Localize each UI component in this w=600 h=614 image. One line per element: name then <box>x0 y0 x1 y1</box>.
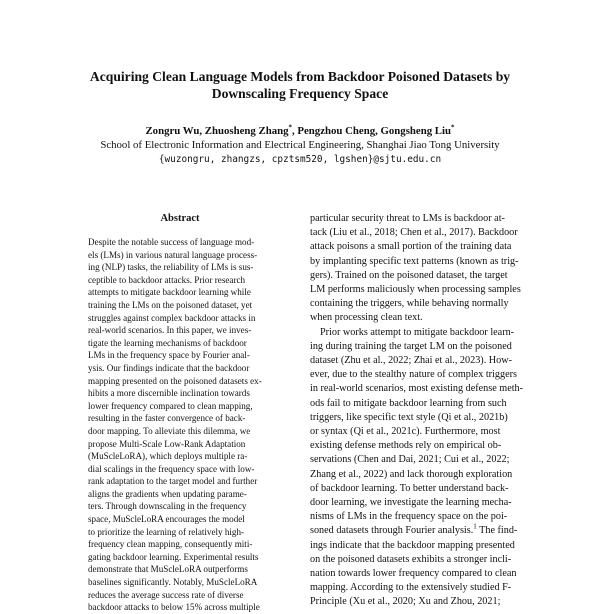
abstract-heading: Abstract <box>160 213 200 224</box>
body-line: on the poisoned datasets exhibits a stronger incli- <box>310 553 512 565</box>
body-line: particular security threat to LMs is backdoor at- <box>310 213 505 224</box>
body-line: Prior works attempt to mitigate backdoor learn- <box>320 326 515 338</box>
body-line: dataset (Zhu et al., 2022; Zhai et al., 2023). How- <box>310 355 512 367</box>
abstract-line: dial scalings in the frequency space with low- <box>88 463 255 474</box>
abstract-line: training the LMs on the poisoned dataset, yet <box>88 299 253 310</box>
body-line: Principle (Xu et al., 2020; Xu and Zhou, 2021; <box>310 596 501 608</box>
abstract-line: hibits a more discernible inclination towards <box>88 388 250 399</box>
abstract-line: resulting in the faster convergence of back- <box>88 413 246 424</box>
author-names: Zongru Wu, Zhuosheng Zhang <box>145 125 289 137</box>
body-line: of backdoor learning. To better understand back- <box>310 482 509 494</box>
body-line: LM performs maliciously when processing samples <box>310 284 521 296</box>
abstract-line: tigate the learning mechanisms of backdoor <box>88 337 247 348</box>
affiliation: School of Electronic Information and Electrical Engineering, Shanghai Jiao Tong University <box>100 139 500 151</box>
abstract-line: (MuScleLoRA), which deploys multiple ra- <box>88 451 248 462</box>
author-list <box>40 124 560 138</box>
abstract-line: mapping presented on the poisoned datasets ex- <box>88 375 262 386</box>
abstract-line: gating backdoor learning. Experimental results <box>88 551 259 562</box>
abstract-line: Despite the notable success of language mod- <box>88 237 255 247</box>
title-line-1: Acquiring Clean Language Models from Backdoor Poisoned Datasets by <box>89 69 511 84</box>
body-line: servations (Chen and Dai, 2021; Cui et al., 2022; <box>310 454 510 466</box>
body-line <box>310 524 530 538</box>
body-line: in real-world scenarios, most existing defense meth- <box>310 383 524 395</box>
author-emails: {wuzongru, zhangzs, cpztsm520, lgshen}@sjtu.edu.cn <box>158 154 442 165</box>
abstract-line: propose Multi-Scale Low-Rank Adaptation <box>88 438 246 449</box>
abstract-line: demonstrate that MuScleLoRA outperforms <box>88 564 248 575</box>
abstract-line: reduces the average success rate of diverse <box>88 589 244 600</box>
abstract-line: door mapping. To alleviate this dilemma, we <box>88 425 251 436</box>
body-text: soned datasets through Fourier analysis. <box>310 525 474 537</box>
abstract-line: LMs in the frequency space by Fourier anal- <box>88 350 250 361</box>
body-line: door learning, we investigate the learning mecha- <box>310 497 512 509</box>
abstract-line: baselines significantly. Notably, MuScleLoRA <box>88 577 258 588</box>
abstract-line: ysis. Our findings indicate that the backdoor <box>88 362 250 373</box>
abstract-line: struggles against complex backdoor attacks in <box>88 312 256 323</box>
body-line: triggers, like specific text style (Qi et al., 2021b) <box>310 411 508 423</box>
abstract-line: to prioritize the learning of relatively high- <box>88 526 245 537</box>
abstract-line: aligns the gradients when updating parame- <box>88 488 247 499</box>
abstract-line: frequency clean mapping, consequently miti- <box>88 539 253 550</box>
abstract-line: ceptible to backdoor attacks. Prior research <box>88 274 246 285</box>
body-line: containing the triggers, while behaving normally <box>310 298 509 310</box>
abstract-line: ters. Through downscaling in the frequency <box>88 501 247 512</box>
body-line: ings indicate that the backdoor mapping presented <box>310 539 515 551</box>
corresponding-mark: * <box>288 123 293 132</box>
abstract-line: real-world scenarios. In this paper, we inves- <box>88 325 252 336</box>
body-line: gers). Trained on the poisoned dataset, the target <box>310 269 508 281</box>
author-names-2: , Pengzhou Cheng, Gongsheng Liu <box>292 125 452 137</box>
body-line: when processing clean text. <box>310 312 423 324</box>
body-line: ing during training the target LM on the poisoned <box>310 340 512 352</box>
body-line: attack poisons a small portion of the training data <box>310 241 512 253</box>
body-text: The find- <box>479 525 518 537</box>
body-line: existing defense methods rely on empirical ob- <box>310 440 502 452</box>
abstract-line: ing (NLP) tasks, the reliability of LMs is sus- <box>88 262 254 273</box>
paper-title <box>40 68 560 102</box>
body-line: mapping. According to the extensively studied F- <box>310 582 512 594</box>
abstract-line: backdoor attacks to below 15% across multiple <box>88 602 260 613</box>
footnote-marker[interactable]: 1 <box>473 523 477 532</box>
abstract-line: space, MuScleLoRA encourages the model <box>88 514 245 525</box>
body-line: or syntax (Qi et al., 2021c). Furthermore, most <box>310 426 501 438</box>
abstract-line: attempts to mitigate backdoor learning while <box>88 287 251 298</box>
body-line: Zhang et al., 2022) and lack thorough exploration <box>310 468 513 480</box>
abstract-body <box>88 236 272 614</box>
body-line: nisms of LMs in the frequency space on the poi- <box>310 511 508 523</box>
body-line: nation towards lower frequency compared to clean <box>310 568 517 580</box>
abstract-line: rank adaptation to the target model and further <box>88 476 258 487</box>
body-line: by implanting specific text patterns (known as trig- <box>310 255 519 267</box>
introduction-body <box>310 212 530 610</box>
abstract-line: els (LMs) in various natural language process- <box>88 249 258 260</box>
title-line-2: Downscaling Frequency Space <box>211 86 389 101</box>
body-line: tack (Liu et al., 2018; Chen et al., 2017). Backdoor <box>310 227 518 239</box>
abstract-line: lower frequency compared to clean mapping, <box>88 400 253 411</box>
body-line: ods fail to mitigate backdoor learning from such <box>310 397 507 409</box>
corresponding-mark-2: * <box>451 123 455 132</box>
body-line: ever, due to the stealthy nature of complex triggers <box>310 369 517 381</box>
